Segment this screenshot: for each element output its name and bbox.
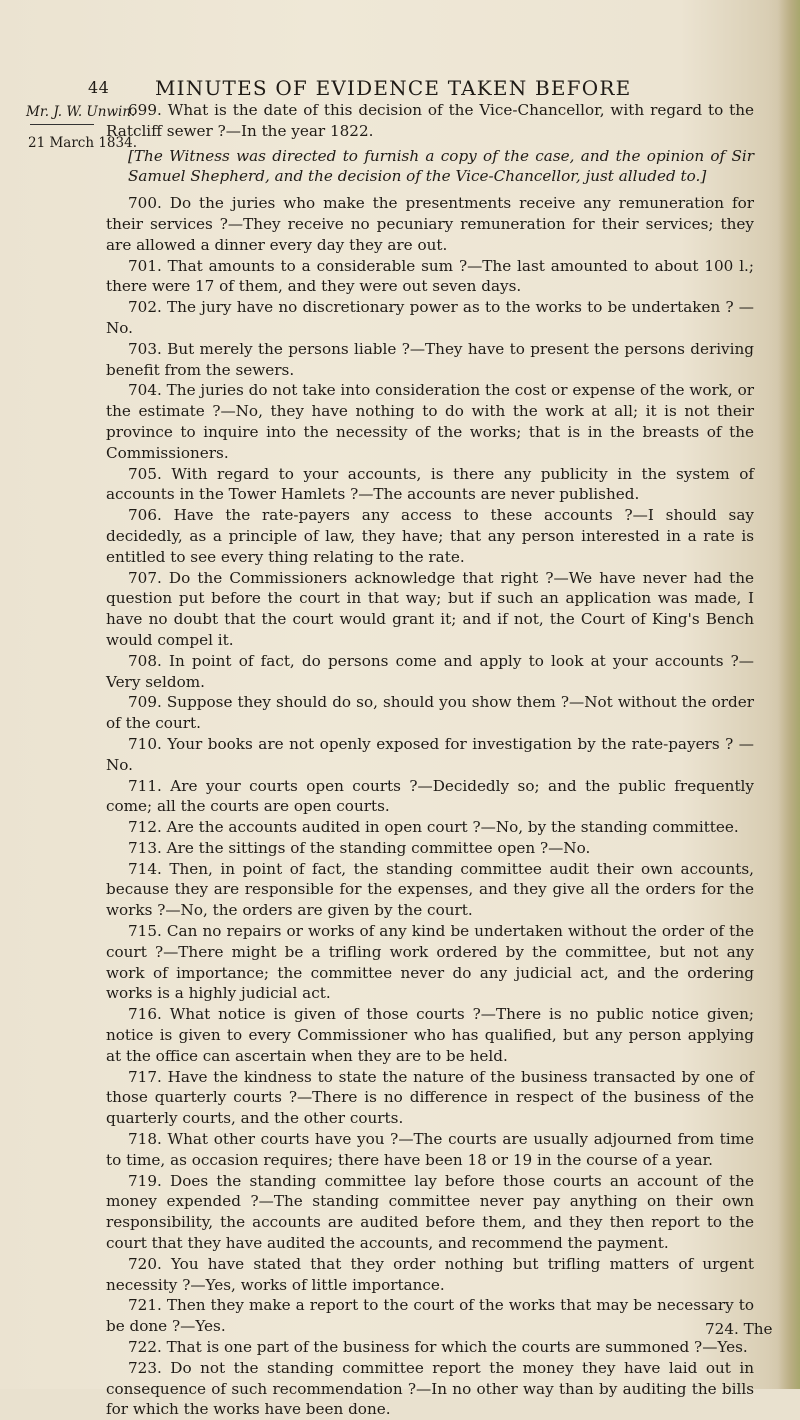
question-answer: 713. Are the sittings of the standing committee open ?—No.	[128, 838, 591, 857]
question-answer: 708. In point of fact, do persons come and apply to look at your accounts ?— Very seldom.	[106, 651, 754, 691]
question-answer: 716. What notice is given of those courts ?—There is no public notice given; notice is given to every Commissioner who has qualified, but any person applying at the office can ascertain when they are to be held.	[106, 1005, 754, 1065]
evidence-body	[106, 100, 754, 1420]
page-number: 44	[88, 78, 110, 97]
editorial-note: [The Witness was directed to furnish a copy of the case, and the opinion of Sir Samuel Shepherd, and the decision of the Vice-Chancellor, just alluded to.]	[128, 146, 754, 186]
question-answer: 699. What is the date of this decision of the Vice-Chancellor, with regard to the Ratcliff sewer ?—In the year 1822.	[106, 101, 754, 140]
question-answer: 714. Then, in point of fact, the standing committee audit their own accounts, because they are responsible for the expenses, and they give all the orders for the works ?—No, the orders are given by the court.	[106, 859, 754, 920]
question-answer: 710. Your books are not openly exposed for investigation by the rate-payers ? —No.	[106, 734, 754, 774]
margin-witness-name: Mr. J. W. Unwin.	[26, 104, 136, 120]
question-answer: 712. Are the accounts audited in open court ?—No, by the standing committee.	[128, 818, 739, 837]
question-answer: 720. You have stated that they order nothing but trifling matters of urgent necessity ?—Yes, works of little importance.	[106, 1254, 754, 1294]
question-answer: 703. But merely the persons liable ?—They have to present the persons deriving benefit from the sewers.	[106, 339, 754, 379]
margin-date: 21 March 1834.	[28, 135, 137, 151]
question-answer: 723. Do not the standing committee report the money they have laid out in consequence of such recommendation ?—In no other way than by auditing the bills for which the works have been done.	[106, 1358, 754, 1419]
question-answer: 705. With regard to your accounts, is there any publicity in the system of accounts in the Tower Hamlets ?—The accounts are never published.	[106, 464, 754, 504]
question-answer: 711. Are your courts open courts ?—Decidedly so; and the public frequently come; all the courts are open courts.	[106, 776, 754, 816]
question-answer: 715. Can no repairs or works of any kind be undertaken without the order of the court ?—There might be a trifling work ordered by the committee, but not any work of importance; the committee never do any judicial act, and the ordering works is a highly judicial act.	[106, 922, 754, 1003]
running-title: MINUTES OF EVIDENCE TAKEN BEFORE	[155, 76, 632, 100]
question-answer: 718. What other courts have you ?—The courts are usually adjourned from time to time, as occasion requires; there have been 18 or 19 in the course of a year.	[106, 1130, 754, 1169]
question-answer: 700. Do the juries who make the presentments receive any remuneration for their services ?—They receive no pecuniary remuneration for their services; they are allowed a dinner every day they are out.	[106, 194, 754, 254]
question-answer: 706. Have the rate-payers any access to these accounts ?—I should say decidedly, as a principle of law, they have; that any person interested in a rate is entitled to see every thing relating to the rate.	[106, 506, 754, 566]
question-answer: 709. Suppose they should do so, should you show them ?—Not without the order of the court.	[106, 693, 754, 733]
catchword: 724. The	[705, 1320, 773, 1338]
question-answer: 717. Have the kindness to state the nature of the business transacted by one of those quarterly courts ?—There is no difference in respect of the business of the quarterly courts, and the other courts.	[106, 1067, 754, 1128]
question-answer: 722. That is one part of the business for which the courts are summoned ?—Yes.	[128, 1338, 748, 1357]
question-answer: 702. The jury have no discretionary power as to the works to be undertaken ? —No.	[106, 298, 754, 337]
question-answer: 719. Does the standing committee lay before those courts an account of the money expended ?—The standing committee never pay anything on their own responsibility, the accounts are audited before them, and they then report to the court that they have audited the accounts, and recommend the payment.	[106, 1171, 754, 1253]
question-answer: 707. Do the Commissioners acknowledge that right ?—We have never had the question put before the court in that way; but if such an application was made, I have no doubt that the court would grant it; and if not, the Court of King's Bench would compel it.	[106, 568, 754, 649]
page-edge-shading	[778, 0, 800, 1389]
question-answer: 701. That amounts to a considerable sum ?—The last amounted to about 100 l.; there were 17 of them, and they were out seven days.	[106, 256, 754, 296]
question-answer: 704. The juries do not take into consideration the cost or expense of the work, or the estimate ?—No, they have nothing to do with the work at all; it is not their province to inquire into the necessity of the works; that is in the breasts of the Commissioners.	[106, 381, 754, 462]
question-answer: 721. Then they make a report to the court of the works that may be necessary to be done ?—Yes.	[106, 1296, 754, 1336]
margin-divider	[30, 124, 94, 125]
